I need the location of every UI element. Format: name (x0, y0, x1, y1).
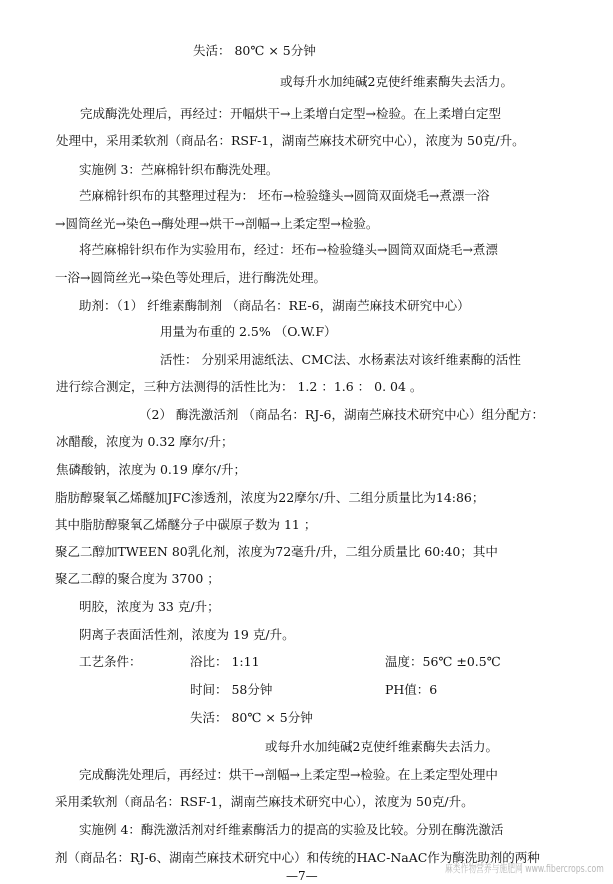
text-line: 助剂：（1） 纤维素酶制剂 （商品名：RE-6，湖南苎麻技术研究中心） (79, 298, 470, 313)
text-line: 工艺条件： (79, 654, 142, 669)
text-line: 完成酶洗处理后，再经过：开幅烘干→上柔增白定型→检验。在上柔增白定型 (80, 106, 501, 121)
text-line: 其中脂肪醇聚氧乙烯醚分子中碳原子数为 11 ； (55, 517, 317, 532)
watermark: 麻类作物营养与施肥网 www.fibercrops.com (445, 862, 604, 875)
text-line: 苎麻棉针织布的其整理过程为： 坯布→检验缝头→圆筒双面烧毛→煮漂一浴 (79, 188, 490, 203)
text-line: 进行综合测定，三种方法测得的活性比为： 1.2 ：1.6 ： 0. 04 。 (56, 379, 423, 394)
text-line: 冰醋酸，浓度为 0.32 摩尔/升； (56, 434, 234, 449)
text-line: 焦磷酸钠，浓度为 0.19 摩尔/升； (56, 462, 246, 477)
text-line: →圆筒丝光→染色→酶处理→烘干→剖幅→上柔定型→检验。 (55, 216, 379, 231)
text-line: 一浴→圆筒丝光→染色等处理后，进行酶洗处理。 (55, 270, 326, 285)
text-line: 脂肪醇聚氧乙烯醚加JFC渗透剂，浓度为22摩尔/升、二组分质量比为14:86； (55, 490, 485, 505)
text-line: 活性： 分别采用滤纸法、CMC法、水杨素法对该纤维素酶的活性 (160, 352, 521, 367)
text-line: 时间： 58分钟 (190, 682, 273, 697)
text-line: 用量为布重的 2.5% （O.W.F） (160, 324, 337, 339)
text-line: 聚乙二醇加TWEEN 80乳化剂，浓度为72毫升/升，二组分质量比 60:40；其中 (55, 544, 498, 559)
text-line: 完成酶洗处理后，再经过：烘干→剖幅→上柔定型→检验。在上柔定型处理中 (79, 767, 498, 782)
text-line: 将苎麻棉针织布作为实验用布，经过：坯布→检验缝头→圆筒双面烧毛→煮漂 (79, 242, 498, 257)
text-line: 处理中，采用柔软剂（商品名：RSF-1，湖南苎麻技术研究中心），浓度为 50克/升。 (56, 133, 525, 148)
text-line: 浴比： 1:11 (190, 654, 260, 669)
text-line: 实施例 4：酶洗激活剂对纤维素酶活力的提高的实验及比较。分别在酶洗激活 (79, 822, 504, 837)
text-line: 或每升水加纯碱2克使纤维素酶失去活力。 (280, 74, 513, 89)
text-line: 阴离子表面活性剂，浓度为 19 克/升。 (79, 627, 295, 642)
text-line: 失活： 80℃ × 5分钟 (193, 43, 316, 58)
text-line: 明胶，浓度为 33 克/升； (79, 599, 220, 614)
text-line: 聚乙二醇的聚合度为 3700 ； (55, 571, 220, 586)
text-line: 失活： 80℃ × 5分钟 (190, 710, 313, 725)
page-number: —7— (286, 869, 318, 883)
text-line: 或每升水加纯碱2克使纤维素酶失去活力。 (265, 739, 498, 754)
text-line: 实施例 3：苎麻棉针织布酶洗处理。 (79, 162, 279, 177)
text-line: （2） 酶洗激活剂 （商品名：RJ-6，湖南苎麻技术研究中心）组分配方： (139, 407, 545, 422)
text-line: 温度：56℃ ±0.5℃ (385, 654, 501, 669)
text-line: 剂（商品名：RJ-6、湖南苎麻技术研究中心）和传统的HAC-NaAC作为酶洗助剂的两种 (55, 850, 540, 865)
text-line: PH值：6 (385, 682, 438, 697)
text-line: 采用柔软剂（商品名：RSF-1，湖南苎麻技术研究中心），浓度为 50克/升。 (55, 794, 474, 809)
